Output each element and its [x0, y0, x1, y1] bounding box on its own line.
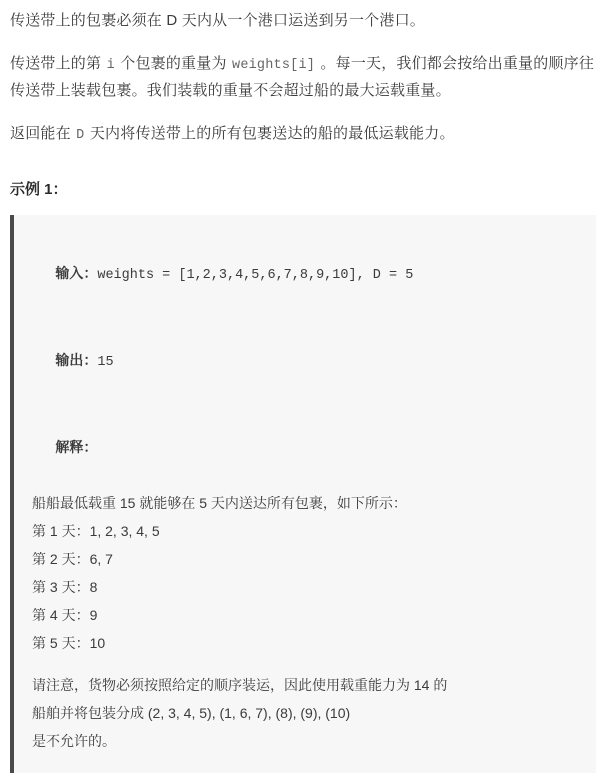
problem-paragraph-3 — [10, 121, 596, 148]
output-label: 输出： — [55, 352, 98, 368]
inline-code-weights: weights[i] — [232, 58, 316, 73]
example-line-explanation-intro: 船船最低载重 15 就能够在 5 天内送达所有包裹，如下所示： — [32, 495, 407, 511]
paragraph-text: 天内将传送带上的所有包裹送达的船的最低运载能力。 — [85, 125, 455, 142]
input-value: weights = [1,2,3,4,5,6,7,8,9,10], D = 5 — [97, 268, 414, 283]
example-line-day-4: 第 4 天：9 — [32, 607, 98, 623]
inline-code-index: i — [106, 58, 115, 73]
example-heading: 示例 1： — [10, 181, 68, 198]
paragraph-text: 传送带上的第 — [10, 55, 106, 72]
example-code-block — [10, 215, 596, 773]
example-line-input — [32, 231, 578, 318]
input-label: 输入： — [55, 265, 98, 281]
paragraph-text: 个包裹的重量为 — [115, 55, 232, 72]
example-line-note-1: 请注意，货物必须按照给定的顺序装运，因此使用载重能力为 14 的 — [32, 677, 448, 693]
example-line-day-2: 第 2 天：6, 7 — [32, 551, 113, 567]
example-line-day-5: 第 5 天：10 — [32, 635, 106, 651]
example-line-note-2: 船舶并将包装分成 (2, 3, 4, 5), (1, 6, 7), (8), (9), (10) — [32, 705, 351, 721]
example-line-explanation-label — [32, 405, 578, 489]
inline-code-days: D — [76, 128, 85, 143]
example-line-day-3: 第 3 天：8 — [32, 579, 98, 595]
example-line-note-3: 是不允许的。 — [32, 733, 116, 749]
example-line-output — [32, 318, 578, 405]
example-blank-line — [32, 657, 578, 671]
problem-paragraph-2 — [10, 51, 596, 103]
explanation-label: 解释： — [55, 439, 98, 455]
paragraph-text: 。每一天，我们都会按给出重量的顺序往传送带上装载包裹。我们装载的重量不会超过船的最大运载重量。 — [10, 55, 595, 99]
paragraph-text: 返回能在 — [10, 125, 76, 142]
output-value: 15 — [97, 355, 114, 370]
example-line-day-1: 第 1 天：1, 2, 3, 4, 5 — [32, 523, 160, 539]
problem-paragraph-1 — [10, 8, 596, 33]
paragraph-text: 传送带上的包裹必须在 D 天内从一个港口运送到另一个港口。 — [10, 12, 425, 29]
